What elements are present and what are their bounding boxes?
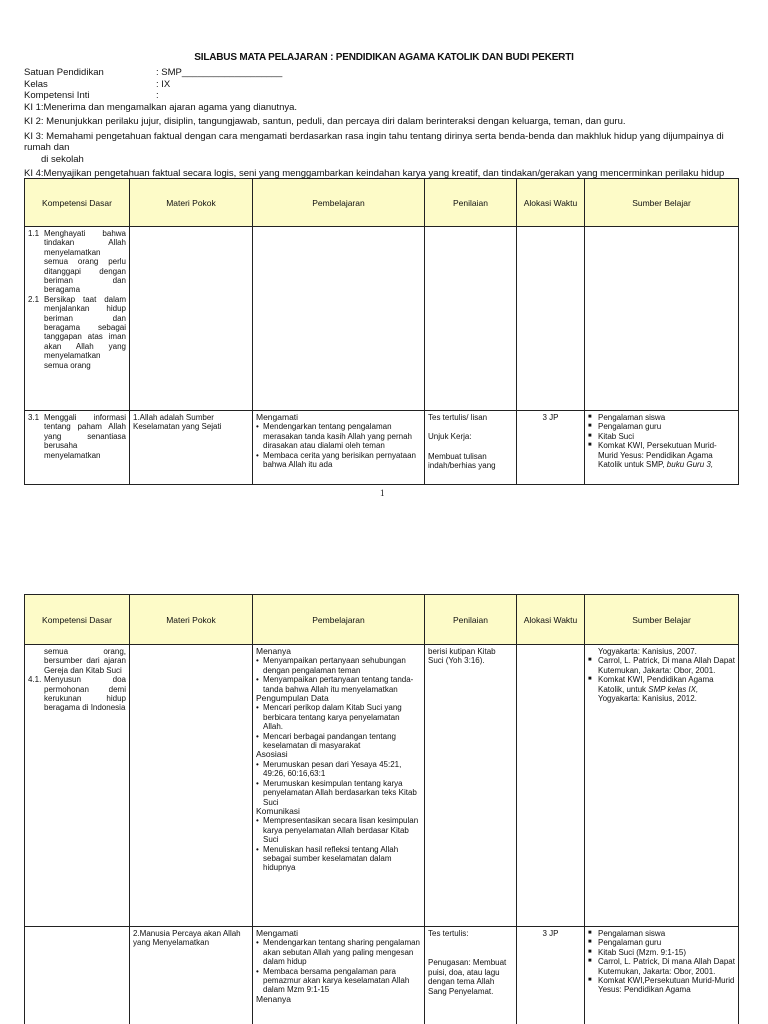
kompetensi-value: :	[156, 90, 159, 101]
kd-text: Menghayati bahwa tindakan Allah menyelamatkan semua orang perlu ditanggapi dengan beriman dan beragama	[44, 229, 126, 295]
activity-item: Menyampaikan pertanyaan tentang tanda-tanda bahwa Allah itu menyelamatkan	[263, 675, 414, 694]
source-italic: buku Guru 3,	[666, 460, 714, 470]
source-item: Pengalaman guru	[598, 422, 662, 432]
pembelajaran-cell: Mengamati • Mendengarkan tentang pengalaman merasakan tanda kasih Allah yang pernah dirasakan atau dialami oleh teman • Membaca cerita yang berisikan pernyataan bahwa Allah itu ada	[253, 411, 425, 485]
sumber-cell	[585, 645, 739, 927]
activity-heading: Asosiasi	[256, 749, 288, 760]
header-kd: Kompetensi Dasar	[25, 179, 130, 227]
pembelajaran-cell: Menanya • Menyampaikan pertanyaan sehubungan dengan pengalaman teman • Menyampaikan pertanyaan tentang tanda-tanda bahwa Allah itu menyelamatkan Pengumpulan Data • Mencari perikop dalam Kitab Suci yang berbicara tentang karya penyelamatan Allah. • Mencari berbagai pandangan tentang keselamatan di masyarakat Asosiasi • Merumuskan pesan dari Yesaya 45:21, 49:26, 60:16,63:1 • Merumuskan kesimpulan tentang karya penyelamatan Allah berdasarkan teks Kitab Suci Komunikasi • Mempresentasikan secara lisan kesimpulan karya penyelamatan Allah berdasar Kitab Suci • Menuliskan hasil refleksi tentang Allah sebagai sumber keselamatan dalam hidupnya	[253, 645, 425, 927]
source-text: Komkat KWI, Pendidikan Agama Katolik, untuk	[598, 675, 714, 694]
activity-item: Merumuskan pesan dari Yesaya 45:21, 49:26, 60:16,63:1	[263, 759, 402, 779]
activity-item: Mencari berbagai pandangan tentang keselamatan di masyarakat	[263, 731, 396, 751]
bullet-icon: ■	[588, 414, 592, 420]
kd-text: Menyusun doa permohonan demi kerukunan hidup beragama di Indonesia	[44, 675, 126, 713]
ki-3	[24, 131, 744, 166]
source-item: Kitab Suci	[598, 431, 635, 441]
syllabus-table-1	[24, 178, 739, 485]
kelas-value: : IX	[156, 78, 171, 90]
empty-cell	[425, 227, 517, 411]
activity-item: Merumuskan kesimpulan tentang karya penyelamatan Allah berdasarkan teks Kitab Suci	[263, 778, 417, 807]
ki-1: KI 1:Menerima dan mengamalkan ajaran agama yang dianutnya.	[24, 101, 298, 113]
activity-item: Mendengarkan tentang pengalaman merasakan tanda kasih Allah yang pernah dirasakan atau dialami oleh teman	[263, 422, 412, 451]
activity-heading: Mengamati	[256, 928, 299, 938]
activity-heading: Mengamati	[256, 412, 299, 422]
satuan-value: : SMP___________________	[156, 67, 283, 78]
activity-heading: Menanya	[256, 993, 291, 1004]
header-materi: Materi Pokok	[130, 595, 253, 645]
header-pembelajaran: Pembelajaran	[253, 595, 425, 645]
activity-heading: Menanya	[256, 646, 291, 656]
penilaian-cell	[425, 411, 517, 485]
source-text: Yogyakarta: Kanisius, 2012.	[598, 694, 697, 704]
source-item	[598, 675, 735, 703]
bullet-icon: ■	[588, 657, 592, 664]
alokasi-cell	[517, 645, 585, 927]
kd-text: Menggali informasi tentang paham Allah yang senantiasa berusaha menyelamatkan	[44, 413, 126, 460]
header-sumber: Sumber Belajar	[585, 179, 739, 227]
kd-number: 4.1.	[28, 675, 42, 685]
activity-item: Mencari perikop dalam Kitab Suci yang berbicara tentang karya penyelamatan Allah.	[263, 703, 402, 732]
assessment-item: Penugasan: Membuat puisi, doa, atau lagu dengan tema Allah Sang Penyelamat.	[428, 958, 507, 996]
bullet-icon: ■	[588, 432, 592, 439]
activity-item: Mendengarkan tentang sharing pengalaman akan sebutan Allah yang paling mengesan dalam hidup	[263, 938, 421, 967]
bullet-icon: ■	[588, 977, 592, 984]
materi-cell: 1.Allah adalah Sumber Keselamatan yang Sejati	[130, 411, 253, 485]
assessment-item: Tes tertulis/ lisan	[428, 413, 488, 422]
activity-item: Membaca cerita yang berisikan pernyataan bahwa Allah itu ada	[263, 450, 416, 470]
kelas-label: Kelas	[24, 78, 48, 90]
kd-text: Bersikap taat dalam menjalankan hidup beriman dan beragama sebagai tanggapan atas iman akan Allah yang menyelamatkan semua orang	[44, 294, 126, 370]
bullet-icon: ■	[588, 958, 592, 965]
alokasi-cell: 3 JP	[517, 411, 585, 485]
source-text: Komkat KWI, Persekutuan Murid-Murid Yesus: Pendidikan Agama Katolik untuk SMP,	[598, 441, 717, 470]
bullet-icon: ■	[588, 939, 592, 946]
ki-2: KI 2: Menunjukkan perilaku jujur, disiplin, tangungjawab, santun, peduli, dan percaya diri dalam berinteraksi dengan keluarga, teman, dan guru.	[24, 116, 626, 127]
document-title: SILABUS MATA PELAJARAN : PENDIDIKAN AGAMA KATOLIK DAN BUDI PEKERTI	[194, 52, 574, 63]
assessment-item: Tes tertulis:	[428, 929, 469, 938]
source-item: Komkat KWI,Persekutuan Murid-Murid Yesus: Pendidikan Agama	[598, 976, 735, 995]
source-item: Yogyakarta: Kanisius, 2007.	[598, 647, 697, 656]
empty-cell	[585, 227, 739, 411]
document-page-2	[0, 535, 768, 1024]
assessment-item: Unjuk Kerja:	[428, 432, 472, 442]
source-item: Carrol, L. Patrick, Di mana Allah Dapat Kutemukan, Jakarta: Obor, 2001.	[598, 957, 735, 976]
source-italic: SMP kelas IX,	[648, 684, 699, 694]
assessment-item: Membuat tulisan indah/berhias yang	[428, 451, 496, 471]
source-item: Pengalaman siswa	[598, 929, 666, 938]
table-row	[25, 227, 739, 411]
activity-item: Mempresentasikan secara lisan kesimpulan karya penyelamatan Allah berdasar Kitab Suci	[263, 816, 419, 845]
kd-number: 3.1	[28, 413, 40, 422]
bullet-icon: ■	[588, 930, 592, 936]
materi-cell	[130, 645, 253, 927]
kd-text: semua orang, bersumber dari ajaran Gereja dan Kitab Suci	[44, 647, 126, 675]
sumber-cell	[585, 927, 739, 1024]
source-item: Pengalaman siswa	[598, 413, 666, 422]
syllabus-table-2	[24, 594, 739, 1024]
bullet-icon: ■	[588, 676, 592, 683]
kd-cell	[25, 411, 130, 485]
header-penilaian: Penilaian	[425, 179, 517, 227]
bullet-icon: ■	[588, 423, 592, 430]
page-number: 1	[380, 488, 385, 498]
empty-cell	[130, 227, 253, 411]
document-page-1	[0, 0, 768, 510]
bullet-icon: ■	[588, 442, 592, 449]
activity-item: Menuliskan hasil refleksi tentang Allah sebagai sumber keselamatan dalam hidupnya	[263, 844, 399, 873]
kd-cell	[25, 927, 130, 1024]
penilaian-cell: berisi kutipan Kitab Suci (Yoh 3:16).	[425, 645, 517, 927]
source-item: Pengalaman guru	[598, 938, 662, 948]
satuan-label: Satuan Pendidikan	[24, 67, 104, 78]
kd-number: 2.1	[28, 294, 40, 304]
page-gap	[0, 510, 768, 535]
table-row	[25, 411, 739, 485]
header-alokasi: Alokasi Waktu	[517, 179, 585, 227]
activity-heading: Komunikasi	[256, 805, 300, 816]
activity-item: Menyampaikan pertanyaan sehubungan dengan pengalaman teman	[263, 656, 406, 675]
activity-heading: Pengumpulan Data	[256, 693, 329, 704]
kompetensi-label: Kompetensi Inti	[24, 90, 90, 101]
bullet-icon: ■	[588, 948, 592, 955]
table-header-row	[25, 179, 739, 227]
header-pembelajaran: Pembelajaran	[253, 179, 425, 227]
header-materi: Materi Pokok	[130, 179, 253, 227]
header-sumber: Sumber Belajar	[585, 595, 739, 645]
penilaian-cell	[425, 927, 517, 1024]
ki-4: KI 4:Menyajikan pengetahuan faktual secara logis, seni yang menggambarkan keindahan karya yang kreatif, dan tindakan/gerakan yang mencerminkan perilaku hidup	[24, 168, 725, 179]
ki-3-line1: KI 3: Memahami pengetahuan faktual dengan cara mengamati berdasarkan rasa ingin tahu tentang dirinya serta benda-benda dan makhluk hidup yang dijumpainya di rumah dan	[24, 130, 724, 153]
materi-cell: 2.Manusia Percaya akan Allah yang Menyelamatkan	[130, 927, 253, 1024]
document-meta	[24, 67, 744, 191]
source-item	[598, 441, 735, 469]
kd-cell	[25, 227, 130, 411]
kd-cell	[25, 645, 130, 927]
empty-cell	[517, 227, 585, 411]
header-alokasi: Alokasi Waktu	[517, 595, 585, 645]
header-penilaian: Penilaian	[425, 595, 517, 645]
pembelajaran-cell: Mengamati • Mendengarkan tentang sharing pengalaman akan sebutan Allah yang paling mengesan dalam hidup • Membaca bersama pengalaman para pemazmur akan karya keselamatan Allah dalam Mzm 9:1-15 Menanya	[253, 927, 425, 1024]
kd-number: 1.1	[28, 229, 40, 238]
ki-3-line2: di sekolah	[41, 153, 84, 165]
table-header-row	[25, 595, 739, 645]
header-kd: Kompetensi Dasar	[25, 595, 130, 645]
sumber-cell	[585, 411, 739, 485]
alokasi-cell: 3 JP	[517, 927, 585, 1024]
table-row	[25, 645, 739, 927]
table-row	[25, 927, 739, 1024]
empty-cell	[253, 227, 425, 411]
activity-item: Membaca bersama pengalaman para pemazmur akan karya keselamatan Allah dalam Mzm 9:1-15	[263, 966, 410, 995]
source-item: Kitab Suci (Mzm. 9:1-15)	[598, 947, 687, 957]
source-item: Carrol, L. Patrick, Di mana Allah Dapat Kutemukan, Jakarta: Obor, 2001.	[598, 656, 735, 675]
